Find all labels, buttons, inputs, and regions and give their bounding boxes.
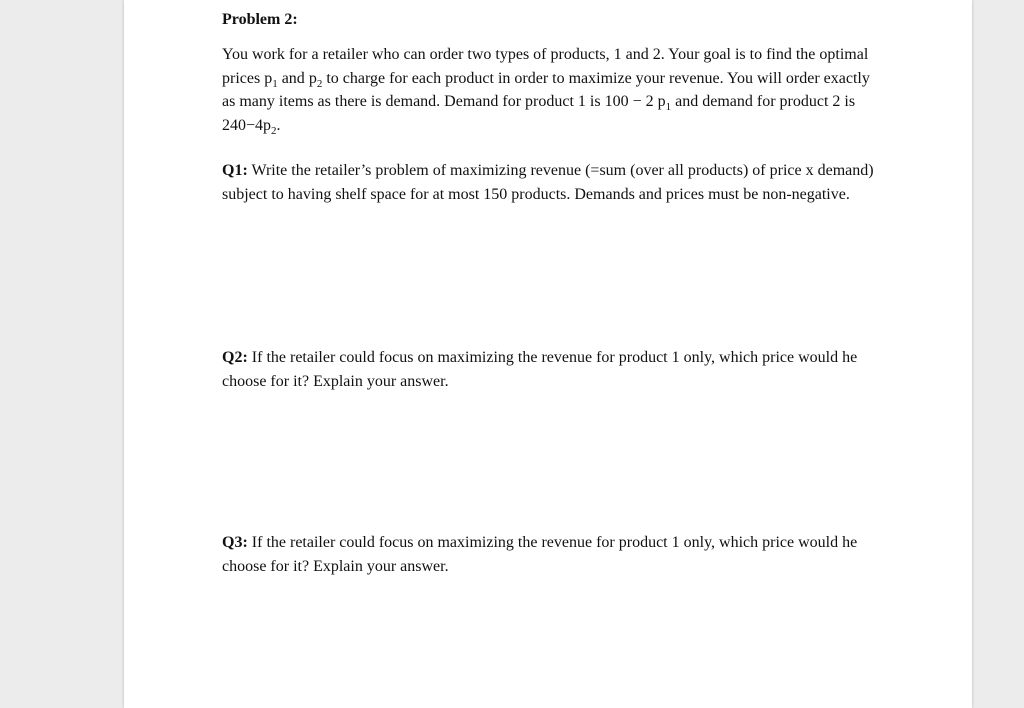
question-3 (222, 531, 882, 578)
problem-heading: Problem 2: (222, 11, 298, 28)
question-1-text: Write the retailer’s problem of maximizing revenue (=sum (over all products) of price x demand) subject to having shelf space for at most 150 products. Demands and prices must be non-negative. (222, 162, 874, 203)
price-p1-subscript: 1 (272, 77, 278, 90)
price-p1-letter: p (264, 69, 273, 87)
question-1 (222, 159, 882, 206)
demand-expression-1-text: 100 − 2 p (604, 93, 666, 110)
intro-text-4: and demand for product 2 is (671, 93, 856, 110)
question-2 (222, 346, 882, 393)
demand-expression-1 (604, 93, 672, 113)
demand-expression-2-subscript: 2 (271, 124, 277, 137)
intro-text-1: You work for a retailer who can order two types of products, 1 and 2. Your goal is to find the optimal prices (222, 46, 869, 87)
question-3-text: If the retailer could focus on maximizing the revenue for product 1 only, which price would he choose for it? Explain your answer. (222, 534, 858, 575)
page-content (222, 8, 882, 578)
question-1-label: Q1: (222, 162, 248, 179)
question-2-text: If the retailer could focus on maximizing the revenue for product 1 only, which price would he choose for it? Explain your answer. (222, 349, 858, 390)
question-3-label: Q3: (222, 534, 248, 551)
intro-text-5: . (276, 116, 281, 134)
intro-text-3: to charge for each product in order to maximize your revenue. You will order exactly as many items as there is demand. Demand for product 1 is (222, 69, 870, 110)
question-2-label: Q2: (222, 349, 248, 366)
intro-text-2: and (277, 69, 309, 87)
price-p2-letter: p (308, 69, 317, 87)
price-p1 (264, 69, 278, 90)
price-p2-subscript: 2 (316, 77, 323, 90)
price-p2 (308, 69, 323, 90)
problem-intro (222, 43, 882, 137)
document-page (124, 0, 972, 708)
demand-expression-2 (222, 116, 277, 137)
demand-expression-1-subscript: 1 (665, 101, 672, 113)
demand-expression-2-text: 240−4p (222, 116, 272, 134)
